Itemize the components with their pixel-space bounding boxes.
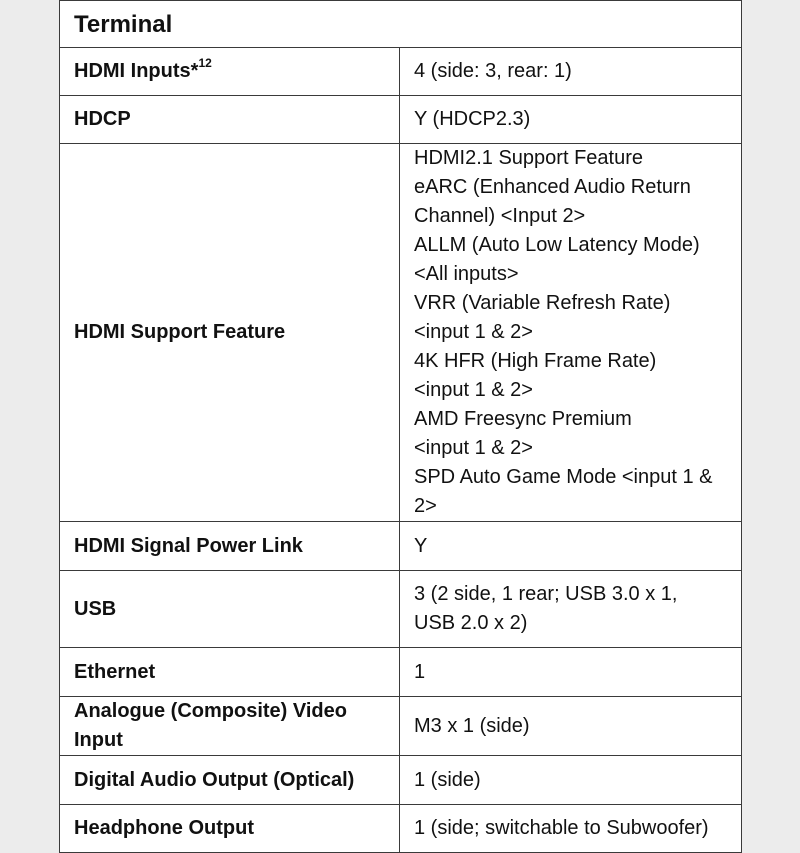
spec-row xyxy=(60,648,742,697)
spec-label-text: Analogue (Composite) Video Input xyxy=(74,700,347,751)
spec-value-line: <input 1 & 2> xyxy=(414,437,533,459)
spec-label-text: Digital Audio Output (Optical) xyxy=(74,768,355,791)
spec-label-text: HDMI Inputs* xyxy=(74,60,199,82)
section-header-row xyxy=(60,1,742,48)
spec-label-text: Ethernet xyxy=(74,660,156,683)
spec-label xyxy=(60,96,400,144)
spec-value xyxy=(400,522,742,571)
spec-value-line: Y xyxy=(414,534,428,557)
spec-label xyxy=(60,648,400,697)
spec-sheet xyxy=(59,0,741,853)
spec-value-line: 4 (side: 3, rear: 1) xyxy=(414,60,572,82)
spec-value-line: 1 (side; switchable to Subwoofer) xyxy=(414,817,709,839)
spec-value-line: <input 1 & 2> xyxy=(414,379,533,401)
spec-row xyxy=(60,48,742,96)
spec-label xyxy=(60,697,400,756)
spec-value-line: USB 2.0 x 2) xyxy=(414,612,528,634)
spec-value-line: AMD Freesync Premium xyxy=(414,408,632,430)
spec-row xyxy=(60,697,742,756)
spec-label xyxy=(60,48,400,96)
spec-label xyxy=(60,805,400,853)
spec-value-line: 1 (side) xyxy=(414,768,481,791)
spec-row xyxy=(60,805,742,853)
footnote-marker: 12 xyxy=(198,56,212,71)
spec-row xyxy=(60,144,742,522)
spec-label xyxy=(60,756,400,805)
spec-value xyxy=(400,96,742,144)
spec-value-line: ALLM (Auto Low Latency Mode) xyxy=(414,234,700,256)
spec-row xyxy=(60,96,742,144)
spec-label xyxy=(60,144,400,522)
spec-value-line: <input 1 & 2> xyxy=(414,321,533,343)
spec-value-line: HDMI2.1 Support Feature xyxy=(414,147,643,169)
spec-value xyxy=(400,48,742,96)
spec-value xyxy=(400,756,742,805)
spec-value-line: 1 xyxy=(414,660,426,683)
spec-label-text: HDMI Support Feature xyxy=(74,321,286,343)
spec-rows xyxy=(60,48,742,853)
spec-value-line: Y (HDCP2.3) xyxy=(414,108,531,130)
spec-value-line: SPD Auto Game Mode <input 1 & 2> xyxy=(414,466,713,517)
spec-row xyxy=(60,522,742,571)
terminal-spec-table xyxy=(59,0,742,853)
spec-value-line: 4K HFR (High Frame Rate) xyxy=(414,350,657,372)
spec-label-text: USB xyxy=(74,597,117,620)
spec-label xyxy=(60,571,400,648)
spec-value-line: VRR (Variable Refresh Rate) xyxy=(414,292,671,314)
spec-label-text: Headphone Output xyxy=(74,817,254,839)
spec-value xyxy=(400,805,742,853)
spec-value-line: M3 x 1 (side) xyxy=(414,714,530,737)
spec-value xyxy=(400,571,742,648)
spec-value-line: <All inputs> xyxy=(414,263,519,285)
spec-value xyxy=(400,648,742,697)
section-title: Terminal xyxy=(60,1,742,48)
spec-value xyxy=(400,144,742,522)
spec-value-line: Channel) <Input 2> xyxy=(414,205,586,227)
spec-value-line: eARC (Enhanced Audio Return xyxy=(414,176,691,198)
spec-label xyxy=(60,522,400,571)
spec-value xyxy=(400,697,742,756)
spec-row xyxy=(60,756,742,805)
spec-row xyxy=(60,571,742,648)
spec-value-line: 3 (2 side, 1 rear; USB 3.0 x 1, xyxy=(414,583,678,605)
spec-label-text: HDMI Signal Power Link xyxy=(74,534,303,557)
spec-label-text: HDCP xyxy=(74,108,131,130)
